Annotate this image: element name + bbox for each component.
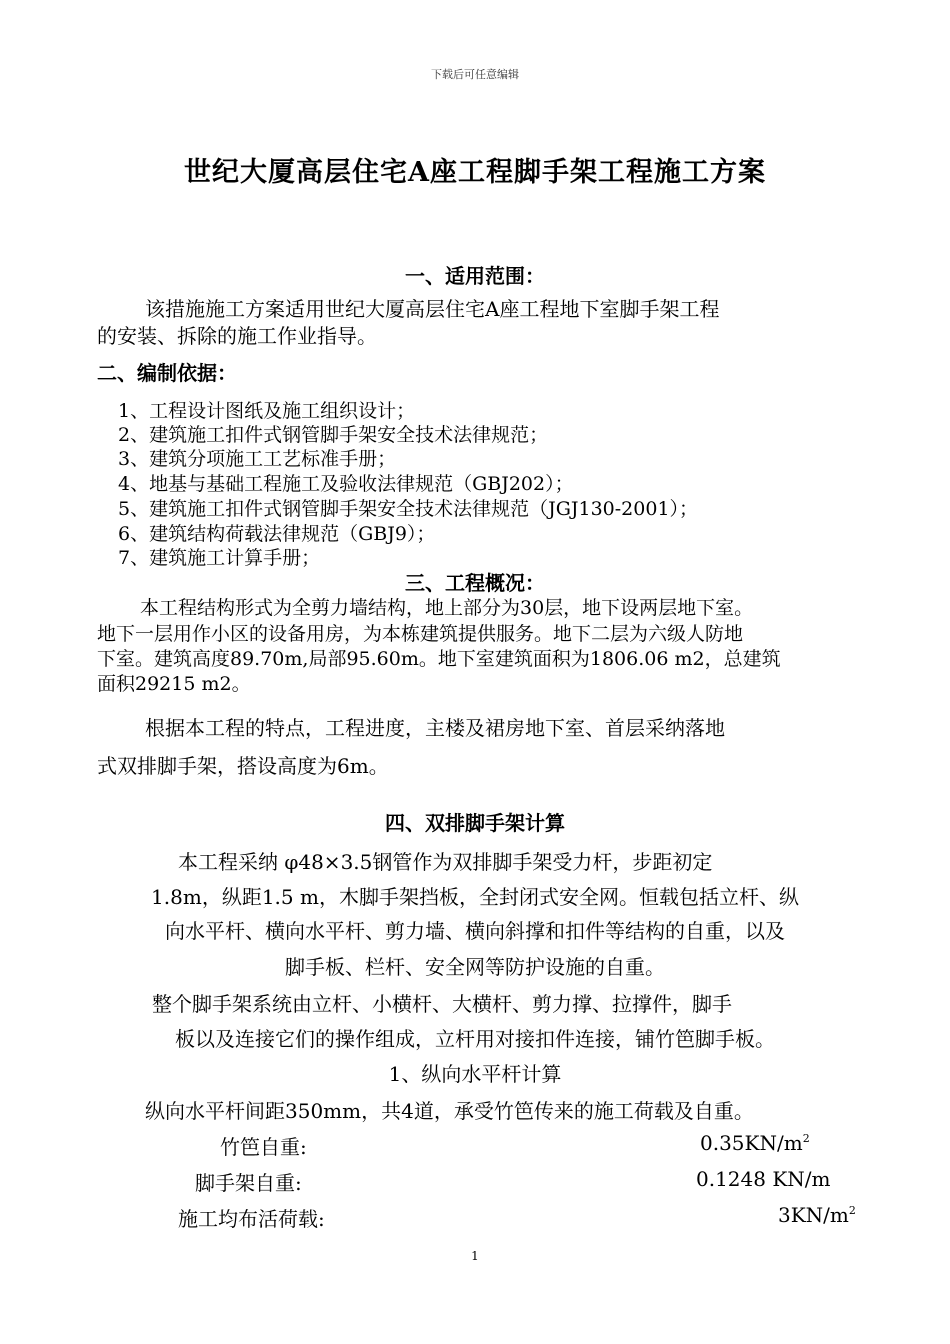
basis-item: 6、建筑结构荷载法律规范（GBJ9）； [118,523,436,545]
calc-para2-line: 板以及连接它们的操作组成，立杆用对接扣件连接，铺竹笆脚手板。 [175,1027,775,1051]
calc-line: 本工程采纳 φ48×3.5钢管作为双排脚手架受力杆，步距初定 [178,850,713,874]
load-label: 脚手架自重: [195,1171,302,1195]
section4-heading: 四、双排脚手架计算 [385,811,565,835]
calc-line: 脚手板、栏杆、安全网等防护设施的自重。 [285,955,665,979]
load-value: $3KN/m^2$ [778,1203,856,1227]
header-note: 下载后可任意编辑 [431,68,519,81]
section1-heading: 一、适用范围： [405,264,545,288]
overview-line: 面积29215 m2。 [97,673,251,695]
document-title: 世纪大厦高层住宅A座工程脚手架工程施工方案 [184,157,766,188]
load-value: $0.35KN/m^2$ [700,1131,810,1155]
overview-para2-line: 式双排脚手架，搭设高度为6m。 [97,754,389,778]
overview-para2-line: 根据本工程的特点，工程进度，主楼及裙房地下室、首层采纳落地 [145,716,725,740]
basis-item: 7、建筑施工计算手册； [118,547,321,569]
section3-heading: 三、工程概况： [405,571,545,595]
page-number: 1 [471,1249,479,1263]
basis-item: 5、建筑施工扣件式钢管脚手架安全技术法律规范（JGJ130-2001）； [118,498,699,520]
section1-line: 的安装、拆除的施工作业指导。 [97,324,377,348]
calc-line: 1.8m，纵距1.5 m，木脚手架挡板，全封闭式安全网。恒载包括立杆、纵 [151,885,799,909]
subsection-heading: 1、纵向水平杆计算 [388,1062,562,1086]
calc-line: 向水平杆、横向水平杆、剪力墙、横向斜撑和扣件等结构的自重，以及 [165,919,785,943]
load-value: 0.1248 KN/m [696,1167,831,1191]
subsection-text: 纵向水平杆间距350mm，共4道，承受竹笆传来的施工荷载及自重。 [145,1099,754,1123]
load-label: 施工均布活荷载: [178,1207,325,1231]
calc-para2-line: 整个脚手架系统由立杆、小横杆、大横杆、剪力撑、拉撑件，脚手 [152,992,732,1016]
basis-item: 2、建筑施工扣件式钢管脚手架安全技术法律规范； [118,424,549,446]
basis-item: 1、工程设计图纸及施工组织设计； [118,400,416,422]
basis-item: 3、建筑分项施工工艺标准手册； [118,448,397,470]
overview-line: 本工程结构形式为全剪力墙结构，地上部分为30层，地下设两层地下室。 [140,597,754,619]
overview-line: 下室。建筑高度89.70m,局部95.60m。地下室建筑面积为1806.06 m2，总建筑 [97,648,781,670]
section2-heading: 二、编制依据： [97,361,237,385]
section1-line: 该措施施工方案适用世纪大厦高层住宅A座工程地下室脚手架工程 [145,297,720,321]
load-label: 竹笆自重: [220,1135,307,1159]
overview-line: 地下一层用作小区的设备用房，为本栋建筑提供服务。地下二层为六级人防地 [97,623,744,645]
basis-item: 4、地基与基础工程施工及验收法律规范（GBJ202）； [118,473,574,495]
